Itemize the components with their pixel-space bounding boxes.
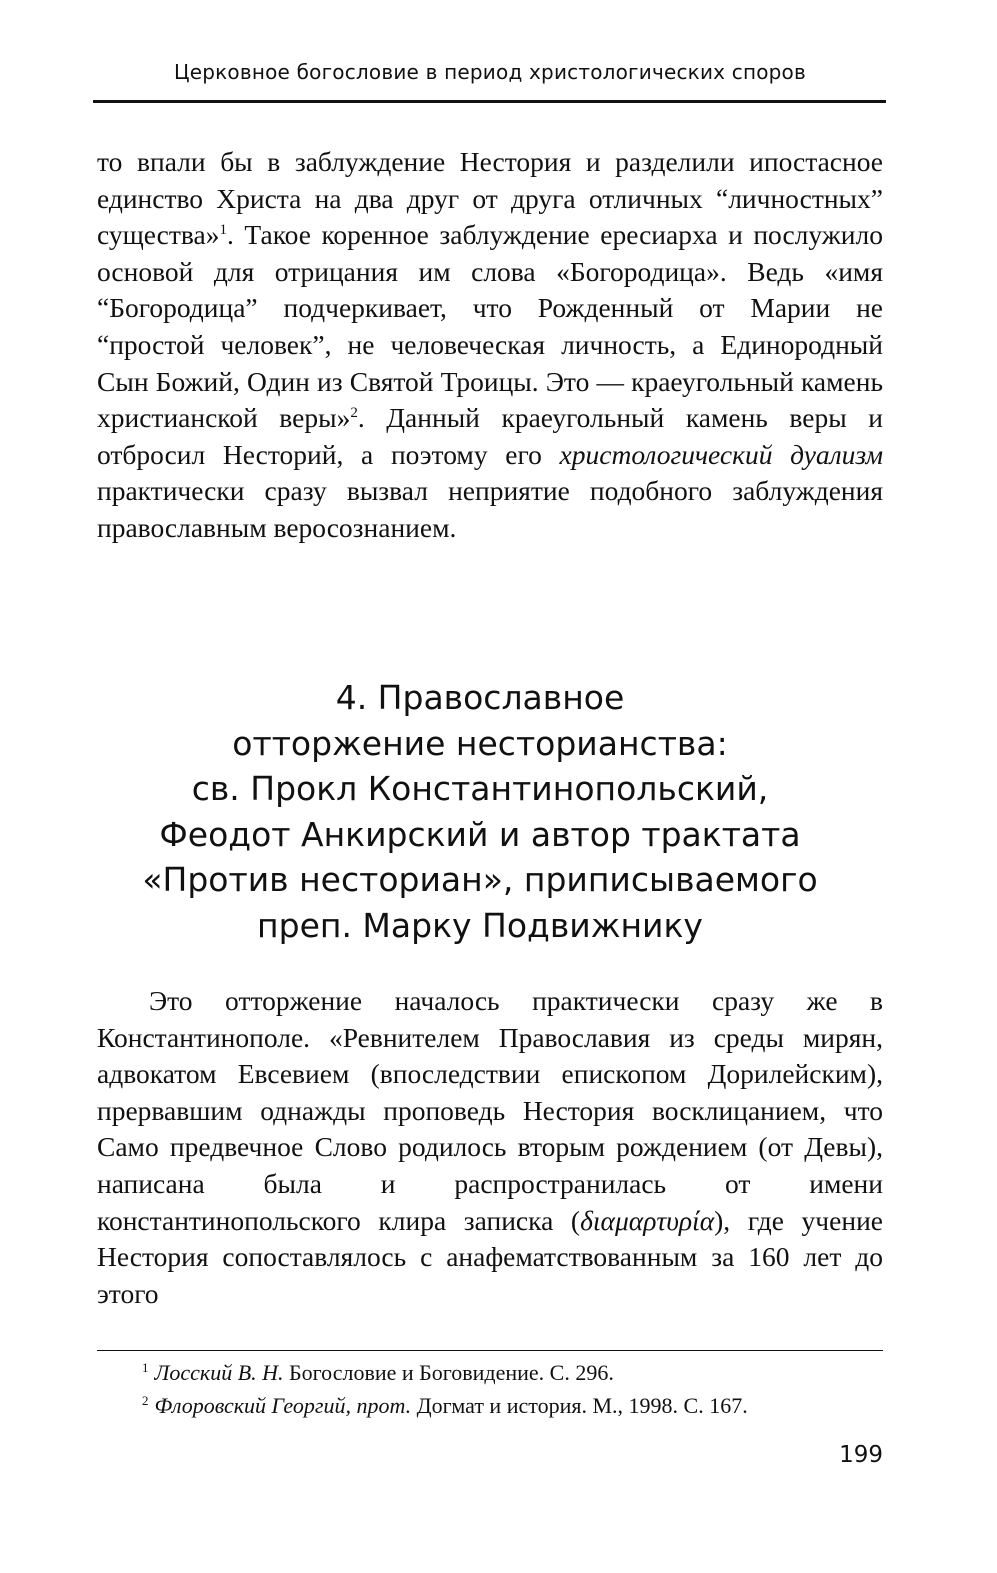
section-heading-line: 4. Православное: [335, 678, 625, 717]
body-paragraph: [97, 144, 883, 547]
footnote-number: 2: [142, 1392, 149, 1408]
section-heading: [120, 675, 840, 948]
section-heading-line: Феодот Анкирский и автор трактата: [159, 814, 801, 854]
footnotes: [142, 1356, 882, 1422]
section-heading-line: преп. Марку Подвижнику: [257, 905, 703, 945]
page-number: 199: [839, 1442, 883, 1468]
footnote-text: Богословие и Боговидение. С. 296.: [283, 1360, 614, 1385]
footnote-number: 1: [142, 1359, 149, 1375]
footnote-text: Догмат и история. М., 1998. С. 167.: [411, 1393, 748, 1418]
body-paragraph: [97, 983, 883, 1312]
greek-term: διαμαρτυρία: [580, 1204, 715, 1236]
running-title: Церковное богословие в период христологических споров: [174, 60, 806, 84]
paragraph-text: Это отторжение началось практически сразу же в Константинополе. «Ревнителем Православия из среды мирян, адвокатом Евсевием (впоследствии епископом Дорилейским), прервавшим однажды проповедь Нестория восклицанием, что Само предвечное Слово родилось вторым рождением (от Девы), написана была и распространилась от имени константинопольского клира записка (: [97, 985, 883, 1236]
section-heading-line: св. Прокл Константинопольский,: [191, 769, 769, 808]
paragraph-text: ), где учение Нестория сопоставлялось с анафематствованным за 160 лет до этого: [97, 1204, 883, 1309]
section-heading-line: отторжение несторианства:: [232, 723, 728, 763]
footnote-ref: 1: [219, 222, 227, 239]
paragraph-text: . Данный краеугольный камень веры и отбросил Несторий, а поэтому его: [97, 402, 883, 470]
footnote-ref: 2: [350, 405, 358, 421]
footnote-author: Флоровский Георгий, прот.: [154, 1393, 412, 1418]
footnote: [142, 1389, 882, 1422]
paragraph-text: практически сразу вызвал неприятие подобного заблуждения православным веросознанием.: [97, 475, 883, 543]
header-rule: [93, 100, 886, 103]
footnote-author: Лосский В. Н.: [154, 1360, 284, 1385]
italic-term: христологический дуализм: [559, 438, 884, 470]
paragraph-text: . Такое коренное заблуждение ересиарха и послужило основой для отрицания им слова «Богородица». Ведь «имя “Богородица” подчеркивает, что Рожденный от Марии не “простой человек”, не человеческая личность, а Единородный Сын Божий, Один из Святой Троицы. Это — краеугольный камень христианской веры»: [97, 219, 883, 434]
footnote-rule: [97, 1350, 883, 1351]
section-heading-line: «Против несториан», приписываемого: [142, 860, 818, 899]
footnote: [142, 1356, 882, 1389]
paragraph-text: то впали бы в заблуждение Нестория и разделили ипостасное единство Христа на два друг от друга отличных “личностных” существа»: [97, 146, 883, 251]
